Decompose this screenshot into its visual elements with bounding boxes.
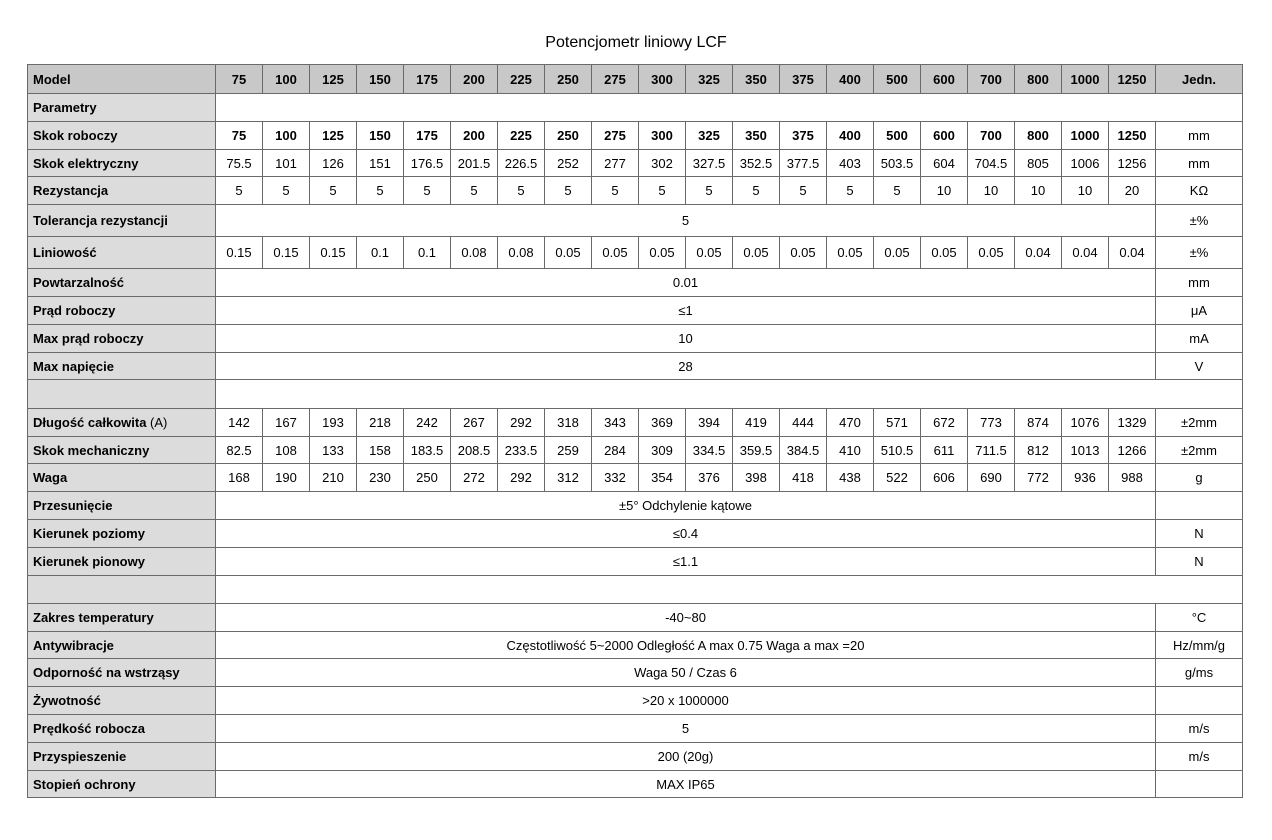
header-label: Model <box>28 65 216 94</box>
table-row <box>28 325 1243 353</box>
value-cell: 5 <box>357 177 404 205</box>
model-header: 400 <box>827 65 874 94</box>
unit-cell: N <box>1156 548 1243 576</box>
value-cell: 300 <box>639 122 686 150</box>
value-cell: 193 <box>310 409 357 437</box>
model-header: 1250 <box>1109 65 1156 94</box>
value-cell: 470 <box>827 409 874 437</box>
value-cell: 332 <box>592 464 639 492</box>
value-cell: 142 <box>216 409 263 437</box>
value-cell: 75.5 <box>216 150 263 177</box>
span-value-cell: 5 <box>216 205 1156 237</box>
value-cell: 438 <box>827 464 874 492</box>
value-cell: 0.05 <box>592 237 639 269</box>
value-cell: 302 <box>639 150 686 177</box>
row-label <box>28 632 216 659</box>
value-cell: 5 <box>216 177 263 205</box>
table-row <box>28 205 1243 237</box>
value-cell: 1329 <box>1109 409 1156 437</box>
model-header: 200 <box>451 65 498 94</box>
table-row <box>28 743 1243 771</box>
value-cell: 275 <box>592 122 639 150</box>
span-value-cell: >20 x 1000000 <box>216 687 1156 715</box>
row-label <box>28 492 216 520</box>
row-label-text: Przyspieszenie <box>33 749 127 764</box>
row-label-text: Odporność na wstrząsy <box>33 665 180 680</box>
value-cell: 1006 <box>1062 150 1109 177</box>
value-cell: 242 <box>404 409 451 437</box>
value-cell: 359.5 <box>733 437 780 464</box>
unit-cell: mm <box>1156 269 1243 297</box>
model-header: 375 <box>780 65 827 94</box>
value-cell: 444 <box>780 409 827 437</box>
value-cell: 0.05 <box>968 237 1015 269</box>
span-value-cell: 5 <box>216 715 1156 743</box>
value-cell: 210 <box>310 464 357 492</box>
table-row <box>28 237 1243 269</box>
value-cell: 377.5 <box>780 150 827 177</box>
model-header: 1000 <box>1062 65 1109 94</box>
value-cell: 259 <box>545 437 592 464</box>
unit-header: Jedn. <box>1156 65 1243 94</box>
value-cell: 0.08 <box>451 237 498 269</box>
value-cell: 343 <box>592 409 639 437</box>
row-label-text: Skok mechaniczny <box>33 442 150 458</box>
value-cell: 0.15 <box>310 237 357 269</box>
value-cell: 190 <box>263 464 310 492</box>
unit-cell <box>1156 492 1243 520</box>
row-label-suffix: (A) <box>146 415 168 430</box>
value-cell: 150 <box>357 122 404 150</box>
value-cell: 312 <box>545 464 592 492</box>
unit-cell: N <box>1156 520 1243 548</box>
value-cell: 0.1 <box>404 237 451 269</box>
span-value-cell: 28 <box>216 353 1156 380</box>
value-cell: 5 <box>263 177 310 205</box>
value-cell: 327.5 <box>686 150 733 177</box>
table-row <box>28 269 1243 297</box>
value-cell: 100 <box>263 122 310 150</box>
unit-cell: m/s <box>1156 743 1243 771</box>
value-cell: 230 <box>357 464 404 492</box>
table-row <box>28 576 1243 604</box>
value-cell: 82.5 <box>216 437 263 464</box>
value-cell: 126 <box>310 150 357 177</box>
table-row <box>28 437 1243 464</box>
table-row <box>28 604 1243 632</box>
unit-cell: °C <box>1156 604 1243 632</box>
value-cell: 318 <box>545 409 592 437</box>
row-label <box>28 409 216 437</box>
model-header: 100 <box>263 65 310 94</box>
row-label-text: Zakres temperatury <box>33 610 154 625</box>
row-label <box>28 464 216 492</box>
model-header: 700 <box>968 65 1015 94</box>
unit-cell: m/s <box>1156 715 1243 743</box>
value-cell: 10 <box>1015 177 1062 205</box>
unit-cell: mm <box>1156 150 1243 177</box>
row-label-text: Kierunek poziomy <box>33 526 145 541</box>
value-cell: 369 <box>639 409 686 437</box>
value-cell: 0.04 <box>1062 237 1109 269</box>
value-cell: 394 <box>686 409 733 437</box>
value-cell: 419 <box>733 409 780 437</box>
value-cell: 168 <box>216 464 263 492</box>
value-cell: 0.05 <box>780 237 827 269</box>
value-cell: 334.5 <box>686 437 733 464</box>
value-cell: 200 <box>451 122 498 150</box>
span-value-cell: 10 <box>216 325 1156 353</box>
row-label <box>28 659 216 687</box>
value-cell: 510.5 <box>874 437 921 464</box>
row-label-text: Długość całkowita <box>33 415 147 430</box>
value-cell: 571 <box>874 409 921 437</box>
table-row <box>28 150 1243 177</box>
value-cell: 0.05 <box>827 237 874 269</box>
model-header: 75 <box>216 65 263 94</box>
row-label <box>28 743 216 771</box>
value-cell: 503.5 <box>874 150 921 177</box>
row-label-text: Max napięcie <box>33 358 114 374</box>
unit-cell: ±% <box>1156 237 1243 269</box>
value-cell: 384.5 <box>780 437 827 464</box>
table-row <box>28 548 1243 576</box>
unit-cell <box>1156 771 1243 798</box>
value-cell: 600 <box>921 122 968 150</box>
value-cell: 5 <box>639 177 686 205</box>
value-cell: 0.05 <box>639 237 686 269</box>
row-label <box>28 576 216 604</box>
value-cell: 151 <box>357 150 404 177</box>
span-value-cell: ≤1 <box>216 297 1156 325</box>
row-label <box>28 687 216 715</box>
value-cell: 5 <box>592 177 639 205</box>
model-header: 800 <box>1015 65 1062 94</box>
value-cell: 988 <box>1109 464 1156 492</box>
value-cell: 672 <box>921 409 968 437</box>
row-label <box>28 715 216 743</box>
unit-cell: ±2mm <box>1156 409 1243 437</box>
blank-cell <box>216 576 1243 604</box>
span-value-cell: 0.01 <box>216 269 1156 297</box>
row-label <box>28 237 216 269</box>
value-cell: 5 <box>404 177 451 205</box>
model-header: 250 <box>545 65 592 94</box>
span-value-cell: 200 (20g) <box>216 743 1156 771</box>
row-label <box>28 437 216 464</box>
value-cell: 325 <box>686 122 733 150</box>
table-row <box>28 771 1243 798</box>
span-value-cell: Waga 50 / Czas 6 <box>216 659 1156 687</box>
value-cell: 167 <box>263 409 310 437</box>
row-label <box>28 380 216 409</box>
row-label <box>28 177 216 205</box>
value-cell: 812 <box>1015 437 1062 464</box>
value-cell: 250 <box>404 464 451 492</box>
table-row <box>28 122 1243 150</box>
row-label-text: Tolerancja rezystancji <box>33 213 168 228</box>
value-cell: 0.04 <box>1015 237 1062 269</box>
table-row <box>28 632 1243 659</box>
value-cell: 284 <box>592 437 639 464</box>
value-cell: 292 <box>498 464 545 492</box>
value-cell: 5 <box>545 177 592 205</box>
table-row <box>28 380 1243 409</box>
row-label-text: Skok roboczy <box>33 128 118 143</box>
value-cell: 5 <box>780 177 827 205</box>
value-cell: 292 <box>498 409 545 437</box>
row-label-text: Antywibracje <box>33 637 114 653</box>
value-cell: 398 <box>733 464 780 492</box>
value-cell: 20 <box>1109 177 1156 205</box>
table-row <box>28 520 1243 548</box>
value-cell: 5 <box>827 177 874 205</box>
value-cell: 158 <box>357 437 404 464</box>
model-header: 350 <box>733 65 780 94</box>
value-cell: 225 <box>498 122 545 150</box>
value-cell: 176.5 <box>404 150 451 177</box>
value-cell: 101 <box>263 150 310 177</box>
value-cell: 0.04 <box>1109 237 1156 269</box>
row-label-text: Przesunięcie <box>33 498 113 513</box>
row-label <box>28 269 216 297</box>
row-label <box>28 548 216 576</box>
value-cell: 0.05 <box>686 237 733 269</box>
value-cell: 1250 <box>1109 122 1156 150</box>
table-row <box>28 715 1243 743</box>
value-cell: 0.05 <box>874 237 921 269</box>
value-cell: 352.5 <box>733 150 780 177</box>
row-label <box>28 150 216 177</box>
page-title: Potencjometr liniowy LCF <box>545 34 727 51</box>
value-cell: 0.08 <box>498 237 545 269</box>
value-cell: 252 <box>545 150 592 177</box>
value-cell: 233.5 <box>498 437 545 464</box>
value-cell: 175 <box>404 122 451 150</box>
value-cell: 277 <box>592 150 639 177</box>
value-cell: 5 <box>310 177 357 205</box>
table-row <box>28 464 1243 492</box>
row-label-text: Kierunek pionowy <box>33 554 145 569</box>
value-cell: 226.5 <box>498 150 545 177</box>
value-cell: 5 <box>733 177 780 205</box>
model-header: 150 <box>357 65 404 94</box>
table-row <box>28 177 1243 205</box>
unit-cell: mm <box>1156 122 1243 150</box>
value-cell: 10 <box>968 177 1015 205</box>
value-cell: 874 <box>1015 409 1062 437</box>
value-cell: 936 <box>1062 464 1109 492</box>
value-cell: 183.5 <box>404 437 451 464</box>
spec-table <box>27 64 1243 798</box>
value-cell: 410 <box>827 437 874 464</box>
value-cell: 0.05 <box>921 237 968 269</box>
value-cell: 267 <box>451 409 498 437</box>
row-label-text: Stopień ochrony <box>33 776 136 792</box>
row-label-text: Max prąd roboczy <box>33 331 144 346</box>
unit-cell: V <box>1156 353 1243 380</box>
unit-cell: mA <box>1156 325 1243 353</box>
row-label-text: Żywotność <box>33 693 101 708</box>
value-cell: 309 <box>639 437 686 464</box>
blank-cell <box>216 94 1243 122</box>
header-row <box>28 65 1243 94</box>
model-header: 275 <box>592 65 639 94</box>
row-label <box>28 297 216 325</box>
value-cell: 350 <box>733 122 780 150</box>
value-cell: 400 <box>827 122 874 150</box>
value-cell: 1013 <box>1062 437 1109 464</box>
value-cell: 772 <box>1015 464 1062 492</box>
value-cell: 125 <box>310 122 357 150</box>
value-cell: 375 <box>780 122 827 150</box>
model-header: 225 <box>498 65 545 94</box>
value-cell: 403 <box>827 150 874 177</box>
span-value-cell: ±5° Odchylenie kątowe <box>216 492 1156 520</box>
row-label <box>28 353 216 380</box>
table-row <box>28 353 1243 380</box>
model-header: 125 <box>310 65 357 94</box>
span-value-cell: Częstotliwość 5~2000 Odległość A max 0.75 Waga a max =20 <box>216 632 1156 659</box>
value-cell: 5 <box>686 177 733 205</box>
value-cell: 0.05 <box>545 237 592 269</box>
table-row <box>28 94 1243 122</box>
value-cell: 604 <box>921 150 968 177</box>
value-cell: 0.15 <box>216 237 263 269</box>
value-cell: 500 <box>874 122 921 150</box>
model-header: 175 <box>404 65 451 94</box>
value-cell: 75 <box>216 122 263 150</box>
table-row <box>28 492 1243 520</box>
value-cell: 108 <box>263 437 310 464</box>
value-cell: 711.5 <box>968 437 1015 464</box>
unit-cell: μA <box>1156 297 1243 325</box>
row-label-text: Powtarzalność <box>33 275 125 290</box>
row-label-text: Liniowość <box>33 245 97 260</box>
row-label-text: Waga <box>33 470 68 485</box>
row-label <box>28 205 216 237</box>
span-value-cell: ≤1.1 <box>216 548 1156 576</box>
value-cell: 1256 <box>1109 150 1156 177</box>
value-cell: 5 <box>874 177 921 205</box>
unit-cell: g <box>1156 464 1243 492</box>
value-cell: 418 <box>780 464 827 492</box>
value-cell: 1266 <box>1109 437 1156 464</box>
row-label <box>28 122 216 150</box>
value-cell: 800 <box>1015 122 1062 150</box>
span-value-cell: -40~80 <box>216 604 1156 632</box>
unit-cell: ±% <box>1156 205 1243 237</box>
table-row <box>28 659 1243 687</box>
value-cell: 354 <box>639 464 686 492</box>
value-cell: 272 <box>451 464 498 492</box>
model-header: 600 <box>921 65 968 94</box>
value-cell: 700 <box>968 122 1015 150</box>
unit-cell: ±2mm <box>1156 437 1243 464</box>
model-header: 500 <box>874 65 921 94</box>
value-cell: 218 <box>357 409 404 437</box>
value-cell: 690 <box>968 464 1015 492</box>
value-cell: 0.15 <box>263 237 310 269</box>
value-cell: 208.5 <box>451 437 498 464</box>
unit-cell: g/ms <box>1156 659 1243 687</box>
value-cell: 522 <box>874 464 921 492</box>
model-header: 325 <box>686 65 733 94</box>
value-cell: 1000 <box>1062 122 1109 150</box>
span-value-cell: MAX IP65 <box>216 771 1156 798</box>
blank-cell <box>216 380 1243 409</box>
row-label <box>28 520 216 548</box>
row-label <box>28 325 216 353</box>
span-value-cell: ≤0.4 <box>216 520 1156 548</box>
value-cell: 376 <box>686 464 733 492</box>
value-cell: 201.5 <box>451 150 498 177</box>
value-cell: 5 <box>451 177 498 205</box>
unit-cell: Hz/mm/g <box>1156 632 1243 659</box>
table-row <box>28 687 1243 715</box>
row-label-text: Rezystancja <box>33 183 109 198</box>
table-row <box>28 409 1243 437</box>
row-label-text: Parametry <box>33 100 97 115</box>
row-label <box>28 94 216 122</box>
value-cell: 10 <box>921 177 968 205</box>
table-row <box>28 297 1243 325</box>
row-label-text: Prędkość robocza <box>33 721 145 736</box>
value-cell: 5 <box>498 177 545 205</box>
value-cell: 805 <box>1015 150 1062 177</box>
row-label <box>28 604 216 632</box>
row-label-text: Prąd roboczy <box>33 303 116 318</box>
unit-cell: KΩ <box>1156 177 1243 205</box>
row-label <box>28 771 216 798</box>
value-cell: 773 <box>968 409 1015 437</box>
value-cell: 0.1 <box>357 237 404 269</box>
value-cell: 606 <box>921 464 968 492</box>
value-cell: 133 <box>310 437 357 464</box>
model-header: 300 <box>639 65 686 94</box>
unit-cell <box>1156 687 1243 715</box>
value-cell: 10 <box>1062 177 1109 205</box>
value-cell: 250 <box>545 122 592 150</box>
value-cell: 1076 <box>1062 409 1109 437</box>
value-cell: 611 <box>921 437 968 464</box>
value-cell: 0.05 <box>733 237 780 269</box>
value-cell: 704.5 <box>968 150 1015 177</box>
row-label-text: Skok elektryczny <box>33 155 139 171</box>
